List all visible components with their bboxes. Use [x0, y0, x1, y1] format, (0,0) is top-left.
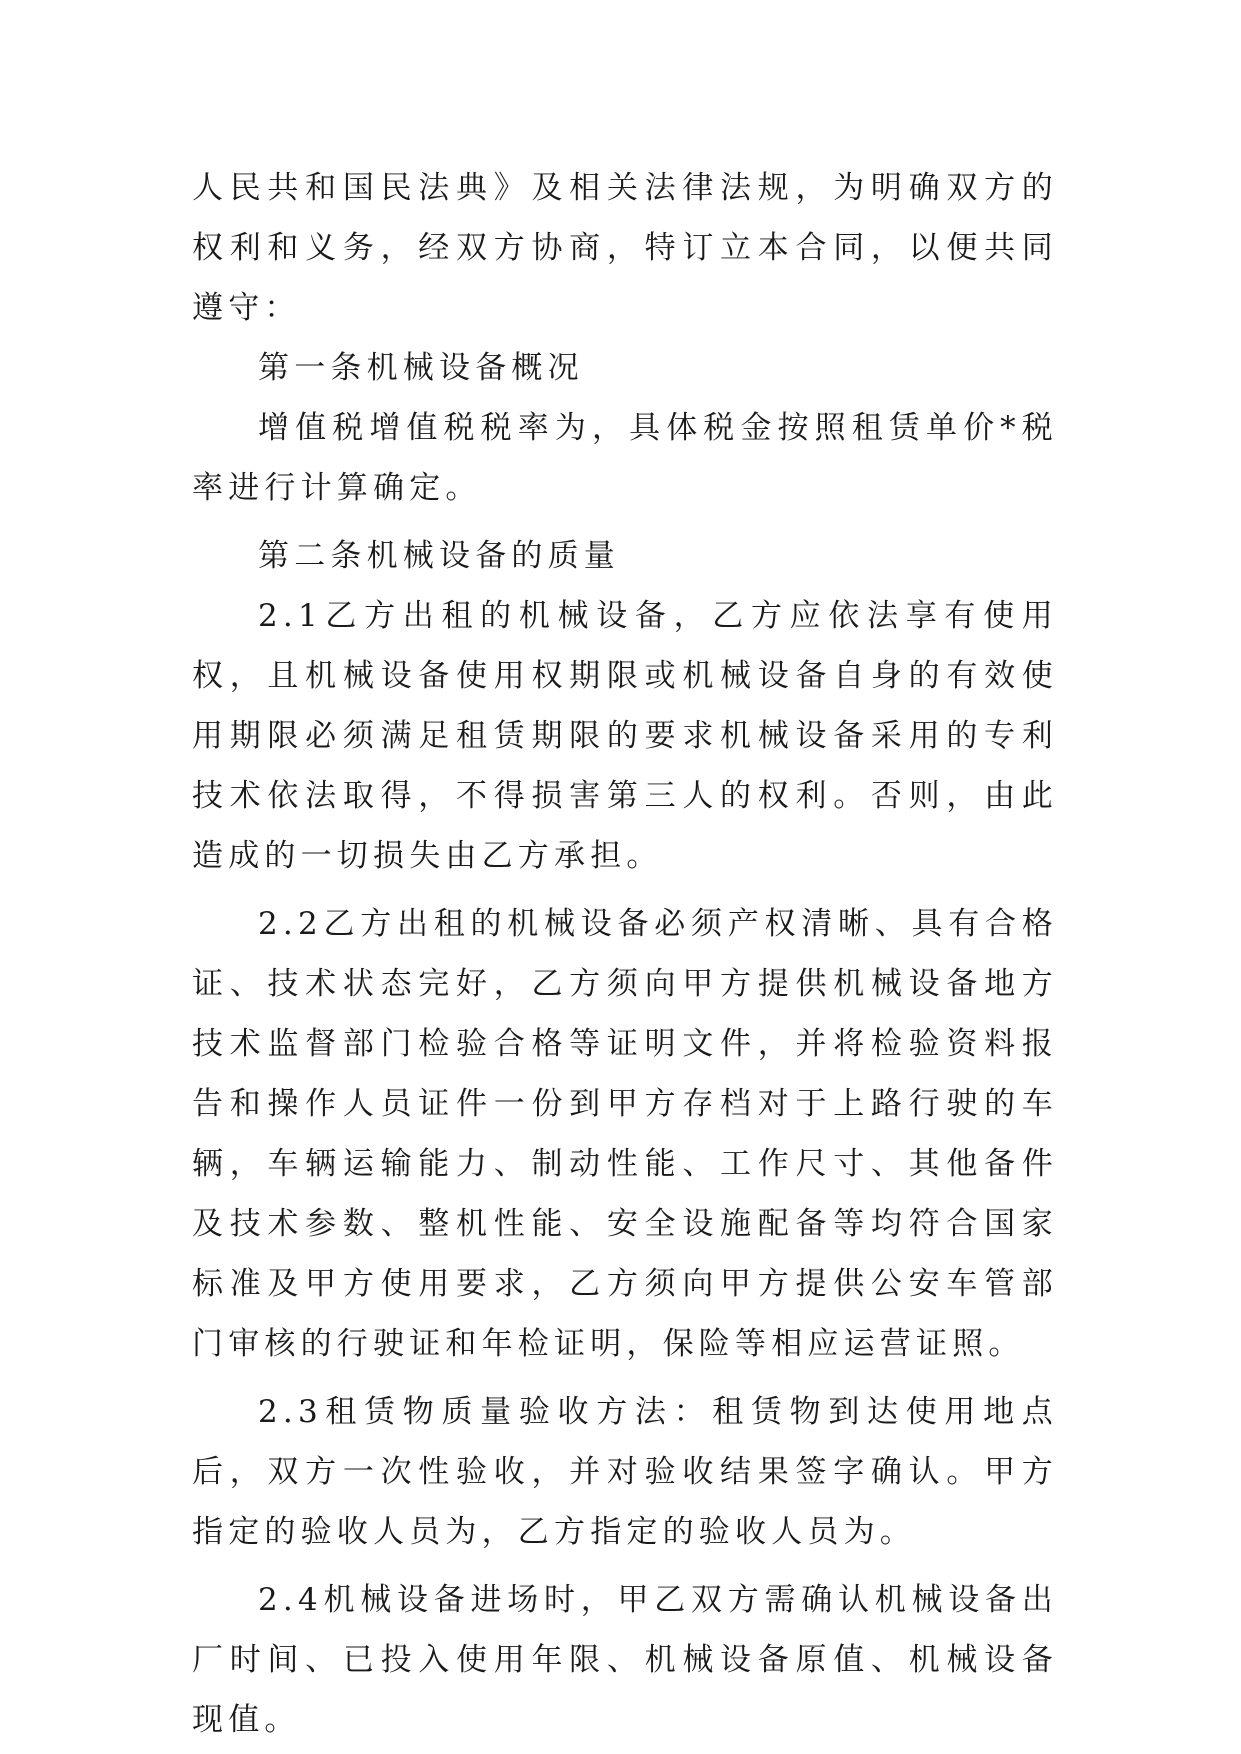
heading-article-2: 第二条机械设备的质量 — [258, 538, 620, 574]
clause-2-3: 2.3租赁物质量验收方法：租赁物到达使用地点后，双方一次性验收，并对验收结果签字确认。甲方指定的验收人员为，乙方指定的验收人员为。 — [192, 1394, 1058, 1550]
paragraph-vat: 增值税增值税税率为，具体税金按照租赁单价*税率进行计算确定。 — [192, 410, 1058, 506]
clause-2-1: 2.1乙方出租的机械设备，乙方应依法享有使用权，且机械设备使用权期限或机械设备自身的有效使用期限必须满足租赁期限的要求机械设备采用的专利技术依法取得，不得损害第三人的权利。否则，由此造成的一切损失由乙方承担。 — [192, 598, 1058, 874]
clause-2-2: 2.2乙方出租的机械设备必须产权清晰、具有合格证、技术状态完好，乙方须向甲方提供机械设备地方技术监督部门检验合格等证明文件，并将检验资料报告和操作人员证件一份到甲方存档对于上路行驶的车辆，车辆运输能力、制动性能、工作尺寸、其他备件及技术参数、整机性能、安全设施配备等均符合国家标准及甲方使用要求，乙方须向甲方提供公安车管部门审核的行驶证和年检证明，保险等相应运营证照。 — [192, 906, 1058, 1362]
heading-article-1: 第一条机械设备概况 — [258, 350, 584, 386]
clause-2-4: 2.4机械设备进场时，甲乙双方需确认机械设备出厂时间、已投入使用年限、机械设备原值、机械设备现值。 — [192, 1582, 1058, 1738]
paragraph-continuation: 人民共和国民法典》及相关法律法规，为明确双方的权利和义务，经双方协商，特订立本合同，以便共同遵守： — [192, 170, 1058, 326]
contract-body — [192, 158, 1058, 1750]
